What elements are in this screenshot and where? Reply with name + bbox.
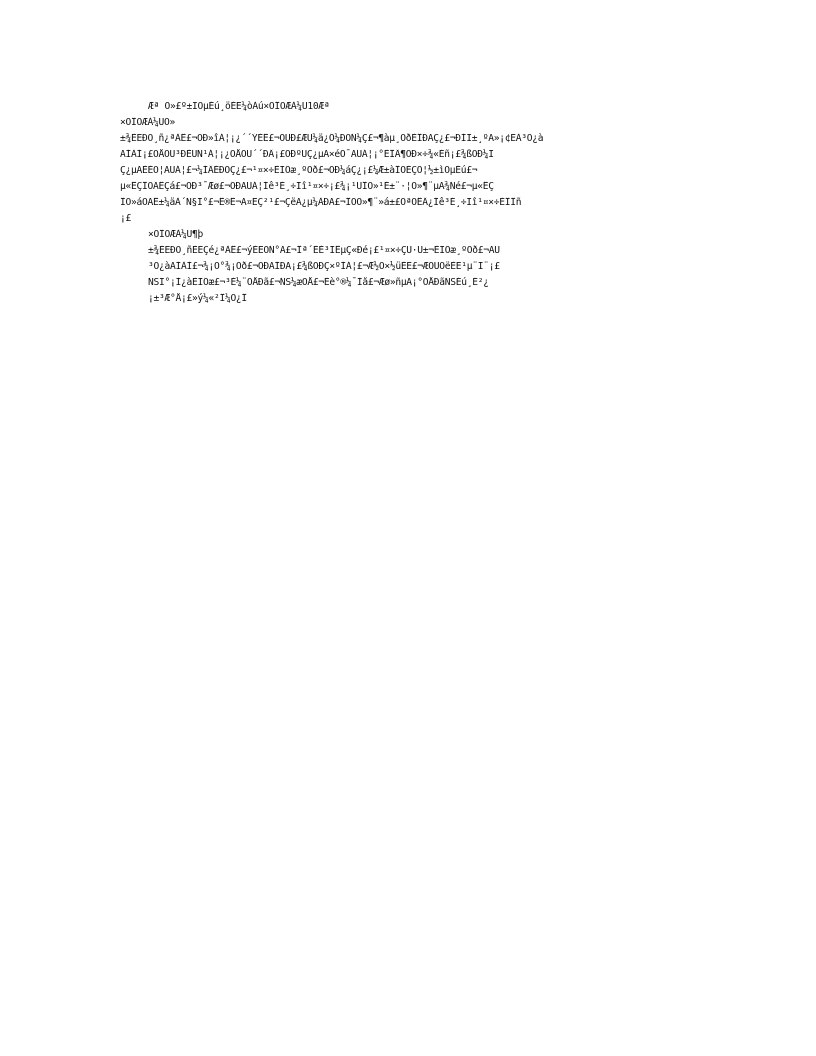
- text-line: Æª Ò»£º±ÏÒµÉú¸öÈË¼òÀú×ÔÎÒÆÀ¼Û10Æª: [148, 101, 330, 112]
- text-line: ×ÔÎÒÆÀ¼ÛÒ»: [120, 117, 175, 128]
- text-line: ¡±³Æ°Å¡£»ý¼«²Î¼Ó¿Î: [148, 293, 247, 304]
- text-line: ³Ô¿àÄÍÀÍ£¬¾¡Ö°¾¡Ôð£¬ÓÐÄÍÐÄ¡£¾ßÓÐÇ×ºÍÁ¦£¬Æ½Ò×½üÈË£¬ÆÓÚÓëÈË¹µ¨Ï¨¡£: [148, 261, 500, 272]
- text-line: ±¾ÈËÐÔ¸ñ¿ªÀÊ£¬ÓÐ»îÁ¦¡¿´´ÝÈÊ£¬ÔÚÐ£ÆÚ¼ä¿Õ¼ÐÓÑ¼Ç£¬¶àµ¸ÔðÈÎÐÄÇ¿£¬ÐÍÏ±¸ºÄ»¡¢ËÀ³Ô¿à: [120, 133, 544, 144]
- text-line: ÄÍÀÍ¡£ÓÅÓÚ³ÐÈÜÑ¹Á¦¡¿ÓÅÓÚ´´ÐÂ¡£ÓÐºÜÇ¿µÄ×éÖ¯ÄÜÁ¦¡°ÈÎÂ¶ÓÐ×÷¾«Éñ¡£¾ßÓÐ¼Ï: [120, 149, 494, 160]
- text-line: ÎÒ»áÓÃÊ±¼äÀ´Ñ§Ï°£¬Ê®Ê¬Ä¤ËÇ²¹£¬ÇëÄ¿µ¼ÀÐÄ£¬ÎÒÒ»¶¨»á±£ÖªÖÊÂ¿Íê³É¸÷Ïî¹¤×÷ÈÎÎñ: [120, 197, 522, 208]
- text-line: ÑSÏ°¡Ì¿àÈÏÕæ£¬³È¼¨ÓÅÐã£¬ÑS¼æÓÅ£¬Èè°®¼¯Ìå£¬Æø»ñµÃ¡°ÓÅÐãÑSÉú¸É²¿: [148, 277, 489, 288]
- text-line: ¡£: [120, 213, 131, 224]
- text-line: ±¾ÈËÐÔ¸ñÈËÇé¿ªÀÊ£¬ýÈËÓÑ°Ã£¬Îª´ÈÈ³ÏÊµÇ«Ðé¡£¹¤×÷ÇÚ·Ü±¬ÈÏÕæ¸ºÔð£¬ÄÜ: [148, 245, 500, 256]
- text-line: µ«ÊÇÎÒÃÊÇá£¬ÓÐ³¯Æø£¬ÓÐÄÜÁ¦Íê³É¸÷Ïî¹¤×÷¡£¾¡¹ÜÎÒ»¹È±¨·¦Ò»¶¨µÄ¾Ñé£¬µ«ÊÇ: [120, 181, 494, 192]
- text-line: Ç¿µÄÈÉÓ¦ÄÜÁ¦£¬¼ÍÂÉÐÔÇ¿£¬¹¤×÷ÈÏÕæ¸ºÔð£¬ÓÐ¼áÇ¿¡£¼Æ±àÎÒÈÇÓ¦½±ìÒµÉú£¬: [120, 165, 478, 176]
- text-line: ×ÔÎÒÆÀ¼Û¶þ: [148, 229, 203, 240]
